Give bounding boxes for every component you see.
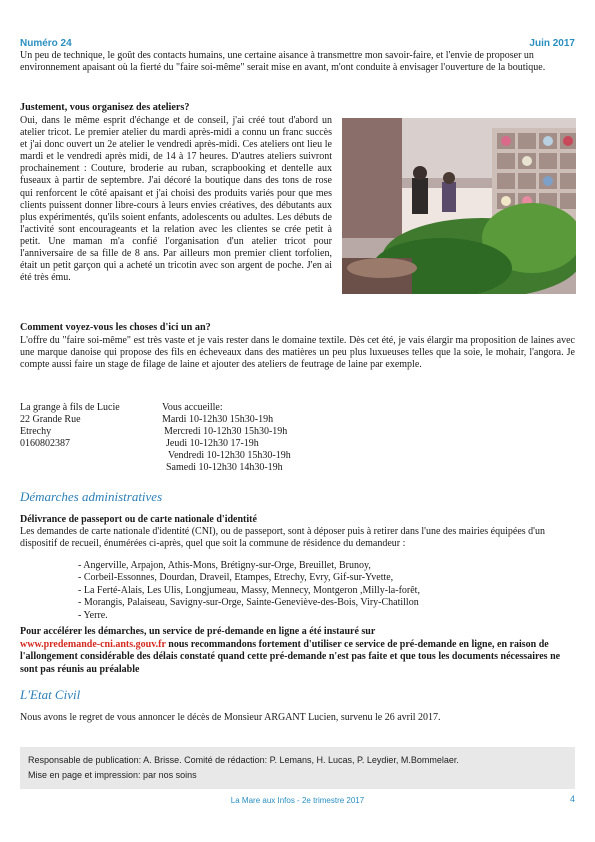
civil-text: Nous avons le regret de vous annoncer le décès de Monsieur ARGANT Lucien, survenu le 26 avril 2017. <box>20 712 441 723</box>
passport-title: Délivrance de passeport ou de carte nationale d'identité <box>20 514 257 525</box>
answer-workshops: Oui, dans le même esprit d'échange et de conseil, j'ai créé tout d'abord un atelier tricot. Le premier atelier du mardi après-midi a connu un franc succès et j'ai donc ouvert un 2e atelier le vendredi après-midi. Ces ateliers ont lieu le mardi et le vendredi après midi, de 14 à 17 heures. D'autres ateliers suivront prochainement : Couture, broderie au ruban, scrapbooking et dentelle aux fuseaux à partir de septembre. J'ai décoré la boutique dans des tons de rose qui renforcent le côté apaisant et j'ai choisi des produits variés pour que mes clients puissent donner libre-cours à leurs envies créatives, des débutants aux plus expérimentés, qu'ils soient enfants, adolescents ou adultes. Les débuts de l'activité sont encourageants et la relation avec les clientes se crée petit à petit. Une maman m'a confié l'organisation d'un atelier tricot pour l'anniversaire de sa fille de 8 ans. Par ailleurs mon premier client torfolien, était un petit garçon qui a acheté un tricotin avec son argent de poche. J'en ai été très ému. <box>20 115 332 284</box>
question-workshops: Justement, vous organisez des ateliers? <box>20 102 190 113</box>
question-future: Comment voyez-vous les choses d'ici un an? <box>20 322 211 333</box>
shop-street: 22 Grande Rue <box>20 414 81 426</box>
accelerate-rest: nous recommandons fortement d'utiliser ce service de pré-demande en ligne, en raison de l'allongement considérable des délais constaté quand cette pré-demande n'est pas faite et que tous les documents nécessaires ne sont pas réunis au préalable <box>20 638 561 675</box>
credits-line-2: Mise en page et impression: par nos soins <box>28 770 197 780</box>
page-number: 4 <box>569 794 575 804</box>
issue-date: Juin 2017 <box>529 38 575 49</box>
hours-friday: Vendredi 10-12h30 15h30-19h <box>168 450 291 462</box>
accelerate-intro: Pour accélérer les démarches, un service de pré-demande en ligne a été instauré sur <box>20 626 376 637</box>
shop-interior-image <box>342 118 576 294</box>
list-item: - Yerre. <box>78 609 108 621</box>
list-item: - La Ferté-Alais, Les Ulis, Longjumeau, Massy, Mennecy, Montgeron ,Milly-la-forêt, <box>78 584 420 596</box>
shop-city: Etrechy <box>20 426 52 438</box>
hours-title: Vous accueille: <box>162 402 223 413</box>
hours-wednesday: Mercredi 10-12h30 15h30-19h <box>164 426 288 438</box>
shop-phone: 0160802387 <box>20 438 70 450</box>
shop-address <box>20 402 120 450</box>
predemande-link[interactable]: www.predemande-cni.ants.gouv.fr <box>20 638 166 650</box>
hours-tuesday: Mardi 10-12h30 15h30-19h <box>162 414 274 426</box>
section-heading-civil: L'Etat Civil <box>20 687 81 702</box>
publication-footer: La Mare aux Infos - 2e trimestre 2017 <box>230 796 365 805</box>
shop-name: La grange à fils de Lucie <box>20 402 120 413</box>
town-list <box>78 560 420 622</box>
hours-thursday: Jeudi 10-12h30 17-19h <box>166 438 259 450</box>
accelerate-paragraph <box>20 626 575 676</box>
intro-paragraph: Un peu de technique, le goût des contacts humains, une certaine aisance à transmettre mon savoir-faire, et l'envie de proposer un environnement apaisant où la fierté du "faire soi-même" serait mise en avant, m'ont conduite à envisager l'ouverture de la boutique. <box>20 50 546 74</box>
passport-text: Les demandes de carte nationale d'identité (CNI), ou de passeport, sont à déposer puis à retirer dans l'une des mairies équipées d'un dispositif de recueil, énumérées ci-après, quel que soit la commune de résidence du demandeur : <box>20 526 545 550</box>
section-heading-admin: Démarches administratives <box>20 489 163 504</box>
list-item: - Morangis, Palaiseau, Savigny-sur-Orge, Sainte-Geneviève-des-Bois, Viry-Chatillon <box>78 597 419 609</box>
credits-box <box>20 747 575 789</box>
shop-photo <box>342 118 576 294</box>
list-item: - Corbeil-Essonnes, Dourdan, Draveil, Etampes, Etrechy, Evry, Gif-sur-Yvette, <box>78 572 394 584</box>
hours-saturday: Samedi 10-12h30 14h30-19h <box>166 462 283 474</box>
issue-number: Numéro 24 <box>20 38 72 49</box>
answer-future: L'offre du "faire soi-même" est très vaste et je vais rester dans le domaine textile. Dès cet été, je vais élargir ma proposition de laines avec une marque danoise qui propose des fils en écheveaux dans des matières un peu plus luxueuses telles que la soie, le mohair, l'angora. Je compte aussi faire un stage de filage de laine et ajouter des ateliers de feutrage de laine par exemple. <box>20 335 575 371</box>
list-item: - Angerville, Arpajon, Athis-Mons, Brétigny-sur-Orge, Breuillet, Brunoy, <box>78 560 371 571</box>
credits-line-1: Responsable de publication: A. Brisse. Comité de rédaction: P. Lemans, H. Lucas, P. Leydier, M.Bommelaer. <box>28 755 459 765</box>
opening-hours <box>162 402 291 475</box>
